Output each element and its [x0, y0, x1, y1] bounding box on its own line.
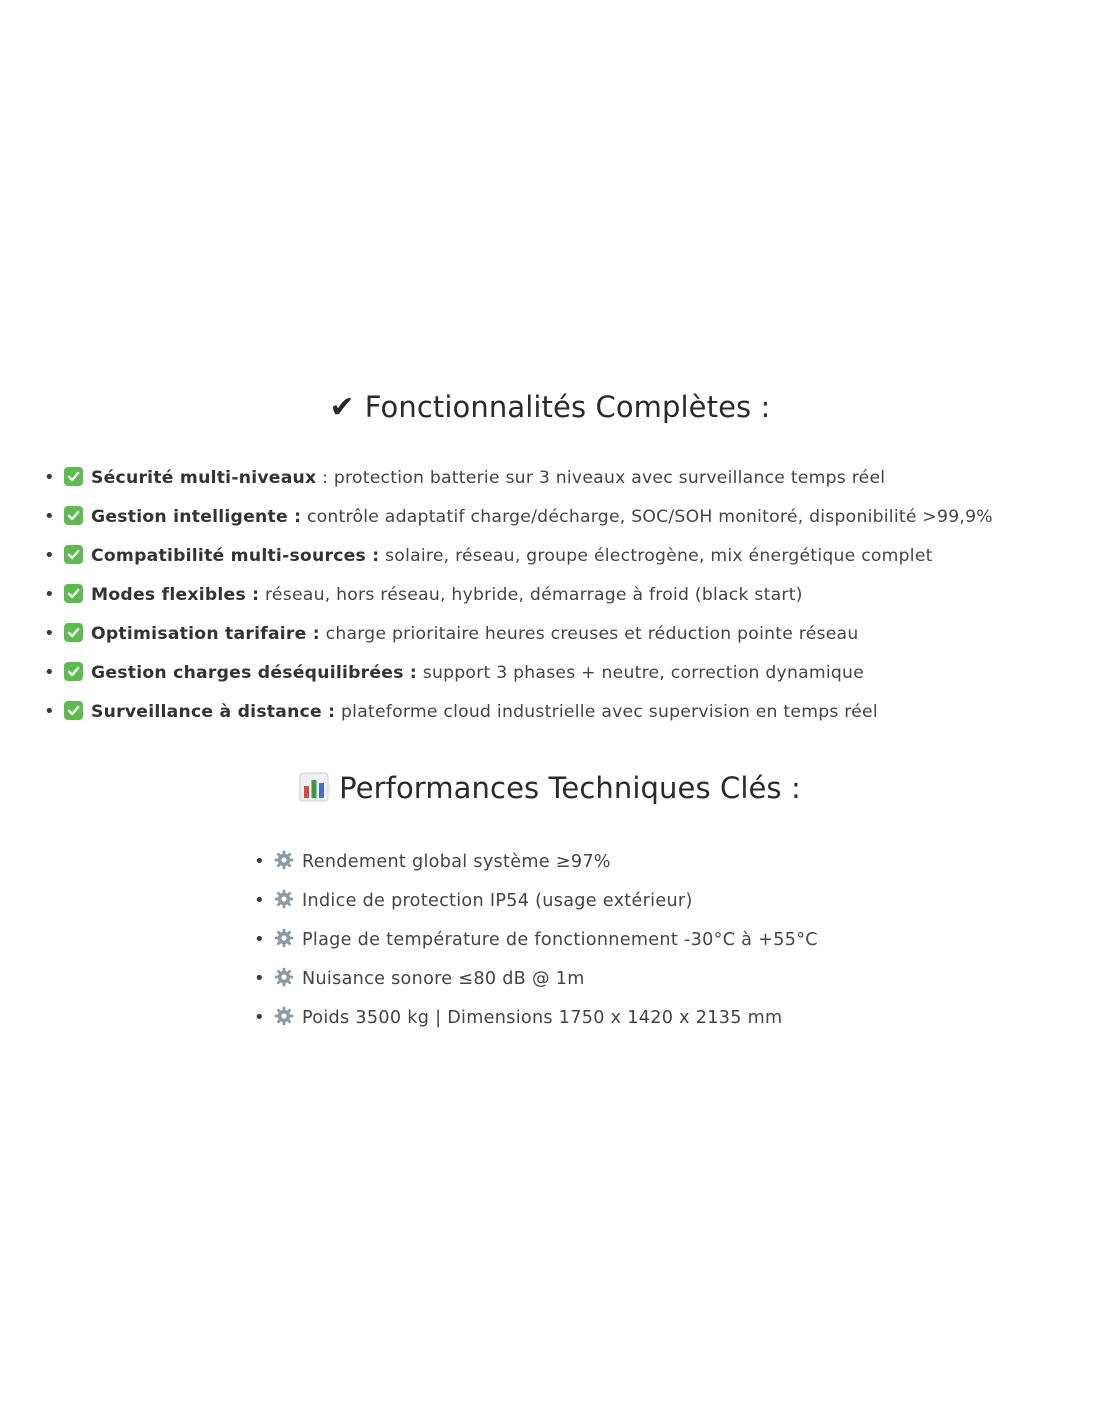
features-list: [44, 458, 1096, 731]
bullet: •: [44, 584, 55, 605]
feature-text: support 3 phases + neutre, correction dynamique: [417, 663, 865, 683]
list-item: [44, 458, 1096, 497]
check-box-icon: [64, 506, 83, 525]
gear-icon: [274, 924, 294, 944]
performance-text: Nuisance sonore ≤80 dB @ 1m: [302, 969, 585, 989]
gear-icon: [274, 963, 294, 983]
gear-icon: [274, 885, 294, 905]
bullet: •: [254, 890, 265, 911]
feature-label: Surveillance à distance :: [91, 702, 336, 722]
performance-text: Rendement global système ≥97%: [302, 852, 611, 872]
performance-list: [254, 842, 1054, 1037]
performance-heading: [0, 766, 1100, 814]
gear-icon: [274, 1002, 294, 1022]
gear-icon: [274, 846, 294, 866]
bullet: •: [44, 662, 55, 683]
features-section: [0, 385, 1100, 731]
features-heading: [0, 385, 1100, 430]
bullet: •: [254, 968, 265, 989]
feature-label: Gestion intelligente :: [91, 507, 302, 527]
performance-text: Plage de température de fonctionnement -30°C à +55°C: [302, 930, 818, 950]
list-item: [254, 881, 1054, 920]
list-item: [44, 653, 1096, 692]
bullet: •: [44, 623, 55, 644]
bar-chart-icon: [299, 770, 329, 814]
bullet: •: [254, 851, 265, 872]
check-box-icon: [64, 584, 83, 603]
performance-section: [0, 766, 1100, 1037]
list-item: [44, 692, 1096, 731]
bullet: •: [254, 1007, 265, 1028]
feature-text: plateforme cloud industrielle avec supervision en temps réel: [335, 702, 878, 722]
check-mark-icon: ✔: [329, 390, 355, 425]
performance-text: Poids 3500 kg | Dimensions 1750 x 1420 x 2135 mm: [302, 1008, 783, 1028]
feature-text: solaire, réseau, groupe électrogène, mix énergétique complet: [379, 546, 933, 566]
list-item: [254, 959, 1054, 998]
performance-heading-text: Performances Techniques Clés :: [339, 771, 801, 805]
feature-text: contrôle adaptatif charge/décharge, SOC/SOH monitoré, disponibilité >99,9%: [301, 507, 993, 527]
performance-text: Indice de protection IP54 (usage extérieur): [302, 891, 693, 911]
list-item: [44, 614, 1096, 653]
feature-text: : protection batterie sur 3 niveaux avec surveillance temps réel: [316, 468, 886, 488]
list-item: [254, 842, 1054, 881]
feature-text: réseau, hors réseau, hybride, démarrage à froid (black start): [259, 585, 803, 605]
bullet: •: [44, 545, 55, 566]
list-item: [44, 575, 1096, 614]
check-box-icon: [64, 545, 83, 564]
bullet: •: [44, 506, 55, 527]
feature-label: Modes flexibles :: [91, 585, 260, 605]
check-box-icon: [64, 623, 83, 642]
bullet: •: [254, 929, 265, 950]
feature-text: charge prioritaire heures creuses et réduction pointe réseau: [319, 624, 859, 644]
check-box-icon: [64, 662, 83, 681]
check-box-icon: [64, 467, 83, 486]
features-heading-text: Fonctionnalités Complètes :: [364, 390, 771, 424]
bullet: •: [44, 701, 55, 722]
feature-label: Gestion charges déséquilibrées :: [91, 663, 418, 683]
list-item: [254, 998, 1054, 1037]
feature-label: Compatibilité multi-sources :: [91, 546, 380, 566]
feature-label: Sécurité multi-niveaux: [91, 468, 317, 488]
check-box-icon: [64, 701, 83, 720]
bullet: •: [44, 467, 55, 488]
list-item: [44, 536, 1096, 575]
feature-label: Optimisation tarifaire :: [91, 624, 320, 644]
list-item: [254, 920, 1054, 959]
list-item: [44, 497, 1096, 536]
